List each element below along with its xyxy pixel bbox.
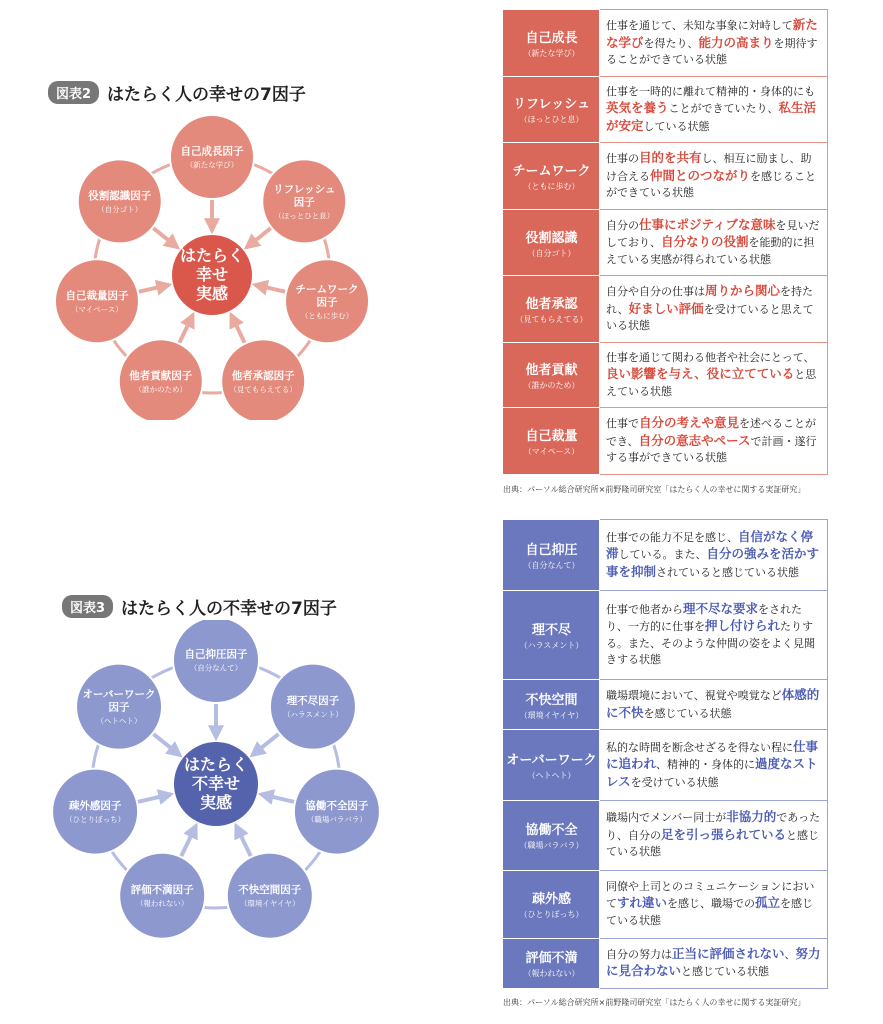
- factor-label: 他者貢献因子: [129, 369, 193, 382]
- description-text: を期待することができている状態: [606, 36, 818, 67]
- highlight-text: 理不尽な要求: [683, 600, 759, 616]
- source-note-2: 出典：パーソル総合研究所×前野隆司研究室「はたらく人の幸せに関する実証研究」: [503, 485, 806, 494]
- factor-name-cell: [504, 10, 600, 77]
- factor-subname: （環境イヤイヤ）: [519, 710, 584, 720]
- description-text: している。また、: [618, 548, 707, 562]
- factor-node: [221, 339, 305, 420]
- description-text: を感じ、職場での: [667, 897, 756, 911]
- center-label: 実感: [195, 284, 229, 303]
- factor-label: リフレッシュ: [273, 183, 336, 196]
- factor-row: [504, 800, 828, 870]
- factor-label: 因子: [293, 196, 315, 209]
- factor-name: 他者貢献: [525, 363, 578, 379]
- description-text: 自分の: [606, 218, 639, 232]
- factor-subname: （職場バラバラ）: [519, 841, 584, 851]
- center-label: 実感: [199, 793, 233, 812]
- factor-label: 協働不全因子: [305, 800, 369, 813]
- factor-name-cell: [504, 938, 600, 988]
- description-text: を見いだしており、: [606, 218, 820, 250]
- arrow-6: [153, 228, 178, 248]
- factor-subname: （報われない）: [523, 969, 580, 979]
- factor-name: 疎外感: [531, 892, 571, 908]
- factor-sublabel: （自分ゴト）: [97, 204, 143, 214]
- factor-row: [504, 408, 828, 475]
- description-text: 自分や自分の仕事は: [606, 285, 705, 299]
- factor-description: [600, 76, 828, 143]
- center-node: [174, 742, 258, 826]
- center-label: はたらく: [183, 755, 249, 774]
- highlight-text: 自分なりの役割: [661, 234, 749, 250]
- factor-node: [270, 664, 356, 750]
- factor-name-cell: [504, 76, 600, 143]
- factor-description: [600, 143, 828, 210]
- factor-description: [600, 520, 828, 591]
- description-text: で計画・遂行する事ができている状態: [606, 434, 817, 465]
- factor-description: [600, 730, 828, 801]
- arrow-1: [252, 733, 279, 755]
- arrow-1: [246, 228, 271, 248]
- highlight-text: 英気を養う: [606, 100, 669, 116]
- factor-row: [504, 870, 828, 938]
- fig2-badge: 図表2: [48, 81, 99, 104]
- description-text: と思えている状態: [606, 368, 817, 398]
- center-label: 幸せ: [195, 265, 229, 284]
- arrow-4: [181, 825, 196, 857]
- center-node: [172, 235, 252, 315]
- factor-description: [600, 342, 828, 407]
- factor-row: [504, 276, 828, 343]
- factor-node: [119, 339, 203, 420]
- description-text: 職場内でメンバー同士が: [606, 811, 727, 825]
- arrow-3: [236, 825, 251, 857]
- factor-name: 役割認識: [525, 230, 578, 246]
- factor-name: 不快空間: [525, 692, 578, 708]
- factor-subname: （ヘトヘト）: [527, 770, 576, 780]
- highlight-text: 非協力的: [726, 809, 777, 825]
- factor-description: [600, 276, 828, 343]
- factor-name-cell: [504, 870, 600, 938]
- factor-description: [600, 938, 828, 988]
- factor-subname: （自分なんて）: [523, 560, 580, 570]
- factor-node: [52, 769, 138, 855]
- factor-name: 理不尽: [531, 622, 571, 638]
- highlight-text: 自信がなく停滞: [606, 528, 814, 562]
- unhappiness-factor-diagram: [0, 620, 420, 950]
- description-text: 同僚や上司とのコミュニケーションにおいて: [606, 879, 815, 911]
- center-label: はたらく: [179, 246, 245, 265]
- factor-name-cell: [504, 590, 600, 679]
- happiness-factor-table: [503, 9, 828, 475]
- factor-subname: （新たな学び）: [523, 48, 580, 58]
- factor-node: [55, 259, 139, 343]
- factor-node: [173, 620, 259, 703]
- factor-row: [504, 76, 828, 143]
- description-text: 仕事の: [606, 152, 639, 166]
- factor-description: [600, 680, 828, 730]
- factor-row: [504, 680, 828, 730]
- description-text: 仕事で: [606, 417, 639, 431]
- description-text: を得たり、: [643, 36, 699, 50]
- factor-row: [504, 143, 828, 210]
- factor-sublabel: （自分なんて）: [189, 663, 243, 673]
- highlight-text: 私生活が安定: [606, 100, 817, 133]
- factor-sublabel: （ともに歩む）: [300, 311, 354, 321]
- highlight-text: 自分の意志やペース: [638, 432, 751, 448]
- highlight-text: 過度なストレス: [606, 756, 818, 789]
- description-text: 仕事を通じて、未知な事象に対峙して: [606, 19, 793, 33]
- factor-name-cell: [504, 520, 600, 591]
- description-text: と感じている状態: [681, 965, 770, 979]
- factor-description: [600, 209, 828, 276]
- arrow-3: [231, 315, 245, 344]
- factor-row: [504, 730, 828, 801]
- factor-description: [600, 870, 828, 938]
- factor-node: [227, 853, 313, 939]
- factor-subname: （ひとりぼっち）: [519, 910, 584, 920]
- arrow-4: [179, 315, 193, 344]
- factor-row: [504, 590, 828, 679]
- factor-node: [262, 159, 346, 243]
- highlight-text: 自分の強みを活かす事を抑制: [606, 546, 820, 579]
- factor-node: [76, 664, 162, 750]
- arrow-2: [255, 285, 286, 292]
- factor-node: [294, 769, 380, 855]
- arrow-6: [153, 733, 180, 755]
- description-text: を能動的に担えている実感が得られている状態: [606, 236, 815, 266]
- factor-label: 役割認識因子: [88, 189, 152, 202]
- highlight-text: 孤立: [755, 895, 781, 911]
- factor-label: 理不尽因子: [286, 695, 340, 708]
- factor-label: 自己裁量因子: [65, 289, 129, 302]
- description-text: し、相互に励まし、助け合える: [606, 152, 812, 183]
- happiness-factor-diagram: [0, 100, 420, 420]
- factor-node: [170, 115, 254, 199]
- fig3-title: [62, 594, 337, 619]
- description-text: 、精神的・身体的に: [656, 758, 756, 772]
- description-text: 仕事で他者から: [606, 602, 683, 616]
- factor-subname: （マイペース）: [523, 447, 580, 457]
- description-text: ことができていたり、: [668, 102, 779, 116]
- factor-description: [600, 10, 828, 77]
- factor-row: [504, 10, 828, 77]
- factor-name-cell: [504, 408, 600, 475]
- factor-label: 自己抑圧因子: [184, 648, 248, 661]
- factor-name-cell: [504, 342, 600, 407]
- factor-name: 自己成長: [525, 30, 578, 46]
- highlight-text: 仲間とのつながり: [650, 167, 751, 183]
- factor-sublabel: （ハラスメント）: [283, 710, 343, 720]
- highlight-text: 押し付けられ: [705, 618, 781, 634]
- factor-name-cell: [504, 143, 600, 210]
- highlight-text: 体感的に不快: [606, 687, 820, 720]
- description-text: を感じている状態: [606, 897, 814, 927]
- factor-name: 自己裁量: [525, 429, 578, 445]
- factor-sublabel: （ひとりぼっち）: [65, 815, 126, 825]
- factor-node: [78, 159, 162, 243]
- highlight-text: 正当に評価されない: [672, 945, 785, 961]
- factor-name-cell: [504, 276, 600, 343]
- factor-sublabel: （マイペース）: [70, 304, 123, 314]
- highlight-text: 周りから関心: [705, 283, 781, 299]
- factor-subname: （ほっとひと息）: [519, 115, 584, 125]
- factor-sublabel: （誰かのため）: [134, 384, 188, 394]
- factor-name: オーバーワーク: [506, 752, 597, 768]
- arrow-2: [261, 794, 295, 802]
- description-text: を感じることができている状態: [606, 169, 817, 200]
- factor-description: [600, 408, 828, 475]
- source-note-3: 出典：パーソル総合研究所×前野隆司研究室「はたらく人の幸せに関する実証研究」: [503, 998, 806, 1007]
- arrow-5: [137, 794, 171, 802]
- description-text: 仕事を通じて関わる他者や社会にとって、: [606, 350, 815, 364]
- highlight-text: 新たな学び: [606, 17, 818, 50]
- fig2-heading: はたらく人の幸せの7因子: [107, 85, 306, 105]
- factor-sublabel: （環境イヤイヤ）: [239, 899, 300, 909]
- factor-label: 不快空間因子: [238, 884, 302, 897]
- description-text: を受けていると思えている状態: [606, 302, 814, 333]
- arrow-5: [138, 285, 169, 292]
- description-text: 自分の努力は: [606, 947, 672, 961]
- highlight-text: 能力の高まり: [698, 34, 774, 50]
- description-text: している状態: [643, 119, 710, 133]
- highlight-text: すれ違い: [617, 895, 668, 911]
- factor-name: 協働不全: [525, 823, 578, 839]
- factor-label: オーバーワーク: [82, 688, 156, 701]
- center-label: 不幸せ: [191, 774, 241, 793]
- description-text: 仕事を一時的に離れて精神的・身体的にも: [606, 84, 815, 98]
- factor-name: チームワーク: [512, 163, 591, 179]
- highlight-text: 努力に見合わない: [606, 945, 821, 979]
- factor-subname: （ハラスメント）: [519, 640, 584, 650]
- factor-subname: （誰かのため）: [523, 381, 580, 391]
- description-text: 職場環境において、視覚や嗅覚など: [606, 689, 782, 703]
- highlight-text: 目的を共有: [639, 150, 702, 166]
- factor-label: 因子: [108, 701, 130, 714]
- factor-name-cell: [504, 209, 600, 276]
- factor-name: 自己抑圧: [525, 542, 578, 558]
- fig3-badge: 図表3: [62, 595, 113, 618]
- factor-name: 評価不満: [525, 951, 578, 967]
- factor-sublabel: （報われない）: [135, 899, 189, 909]
- description-text: を述べることができ、: [606, 417, 817, 448]
- factor-sublabel: （ほっとひと息）: [274, 211, 335, 221]
- factor-name-cell: [504, 730, 600, 801]
- highlight-text: 好ましい評価: [628, 300, 704, 316]
- factor-subname: （ともに歩む）: [523, 181, 580, 191]
- factor-sublabel: （職場バラバラ）: [306, 815, 367, 825]
- description-text: と感じている状態: [606, 828, 820, 859]
- factor-node: [285, 259, 369, 343]
- factor-row: [504, 938, 828, 988]
- factor-label: 他者承認因子: [231, 369, 295, 382]
- factor-name-cell: [504, 800, 600, 870]
- description-text: を持たれ、: [606, 285, 814, 316]
- highlight-text: 仕事に追われ: [606, 738, 819, 772]
- factor-row: [504, 342, 828, 407]
- factor-description: [600, 590, 828, 679]
- description-text: されていると感じている状態: [656, 565, 800, 579]
- highlight-text: 自分の考えや意見: [639, 415, 740, 431]
- description-text: たりする。また、そのような仲間の姿をよく見聞きする状態: [606, 620, 815, 667]
- description-text: 私的な時間を断念せざるを得ない程に: [606, 740, 793, 754]
- description-text: をされたり、一方的に仕事を: [606, 602, 803, 634]
- factor-label: 疎外感因子: [68, 800, 122, 813]
- description-text: であったり、自分の: [606, 811, 821, 842]
- factor-label: 評価不満因子: [130, 884, 194, 897]
- factor-sublabel: （見てもらえてる）: [229, 384, 297, 394]
- factor-row: [504, 209, 828, 276]
- fig3-heading: はたらく人の不幸せの7因子: [121, 599, 337, 619]
- factor-label: 自己成長因子: [180, 145, 244, 158]
- highlight-text: 足を引っ張られている: [661, 826, 787, 842]
- factor-name: リフレッシュ: [512, 97, 591, 113]
- factor-node: [119, 853, 205, 939]
- factor-name-cell: [504, 680, 600, 730]
- factor-subname: （見てもらえてる）: [515, 315, 588, 325]
- description-text: を感じている状態: [643, 706, 732, 720]
- description-text: 、: [784, 947, 796, 961]
- factor-subname: （自分ゴト）: [527, 248, 576, 258]
- factor-row: [504, 520, 828, 591]
- factor-label: チームワーク: [295, 283, 359, 296]
- highlight-text: 良い影響を与え、役に立てている: [606, 366, 795, 382]
- factor-name: 他者承認: [525, 297, 578, 313]
- factor-label: 因子: [316, 296, 338, 309]
- description-text: 仕事での能力不足を感じ、: [606, 530, 738, 544]
- factor-sublabel: （新たな学び）: [185, 160, 239, 170]
- factor-sublabel: （ヘトヘト）: [96, 716, 142, 726]
- factor-description: [600, 800, 828, 870]
- unhappiness-factor-table: [503, 519, 828, 989]
- description-text: を受けている状態: [630, 775, 719, 789]
- highlight-text: 仕事にポジティブな意味: [639, 216, 776, 232]
